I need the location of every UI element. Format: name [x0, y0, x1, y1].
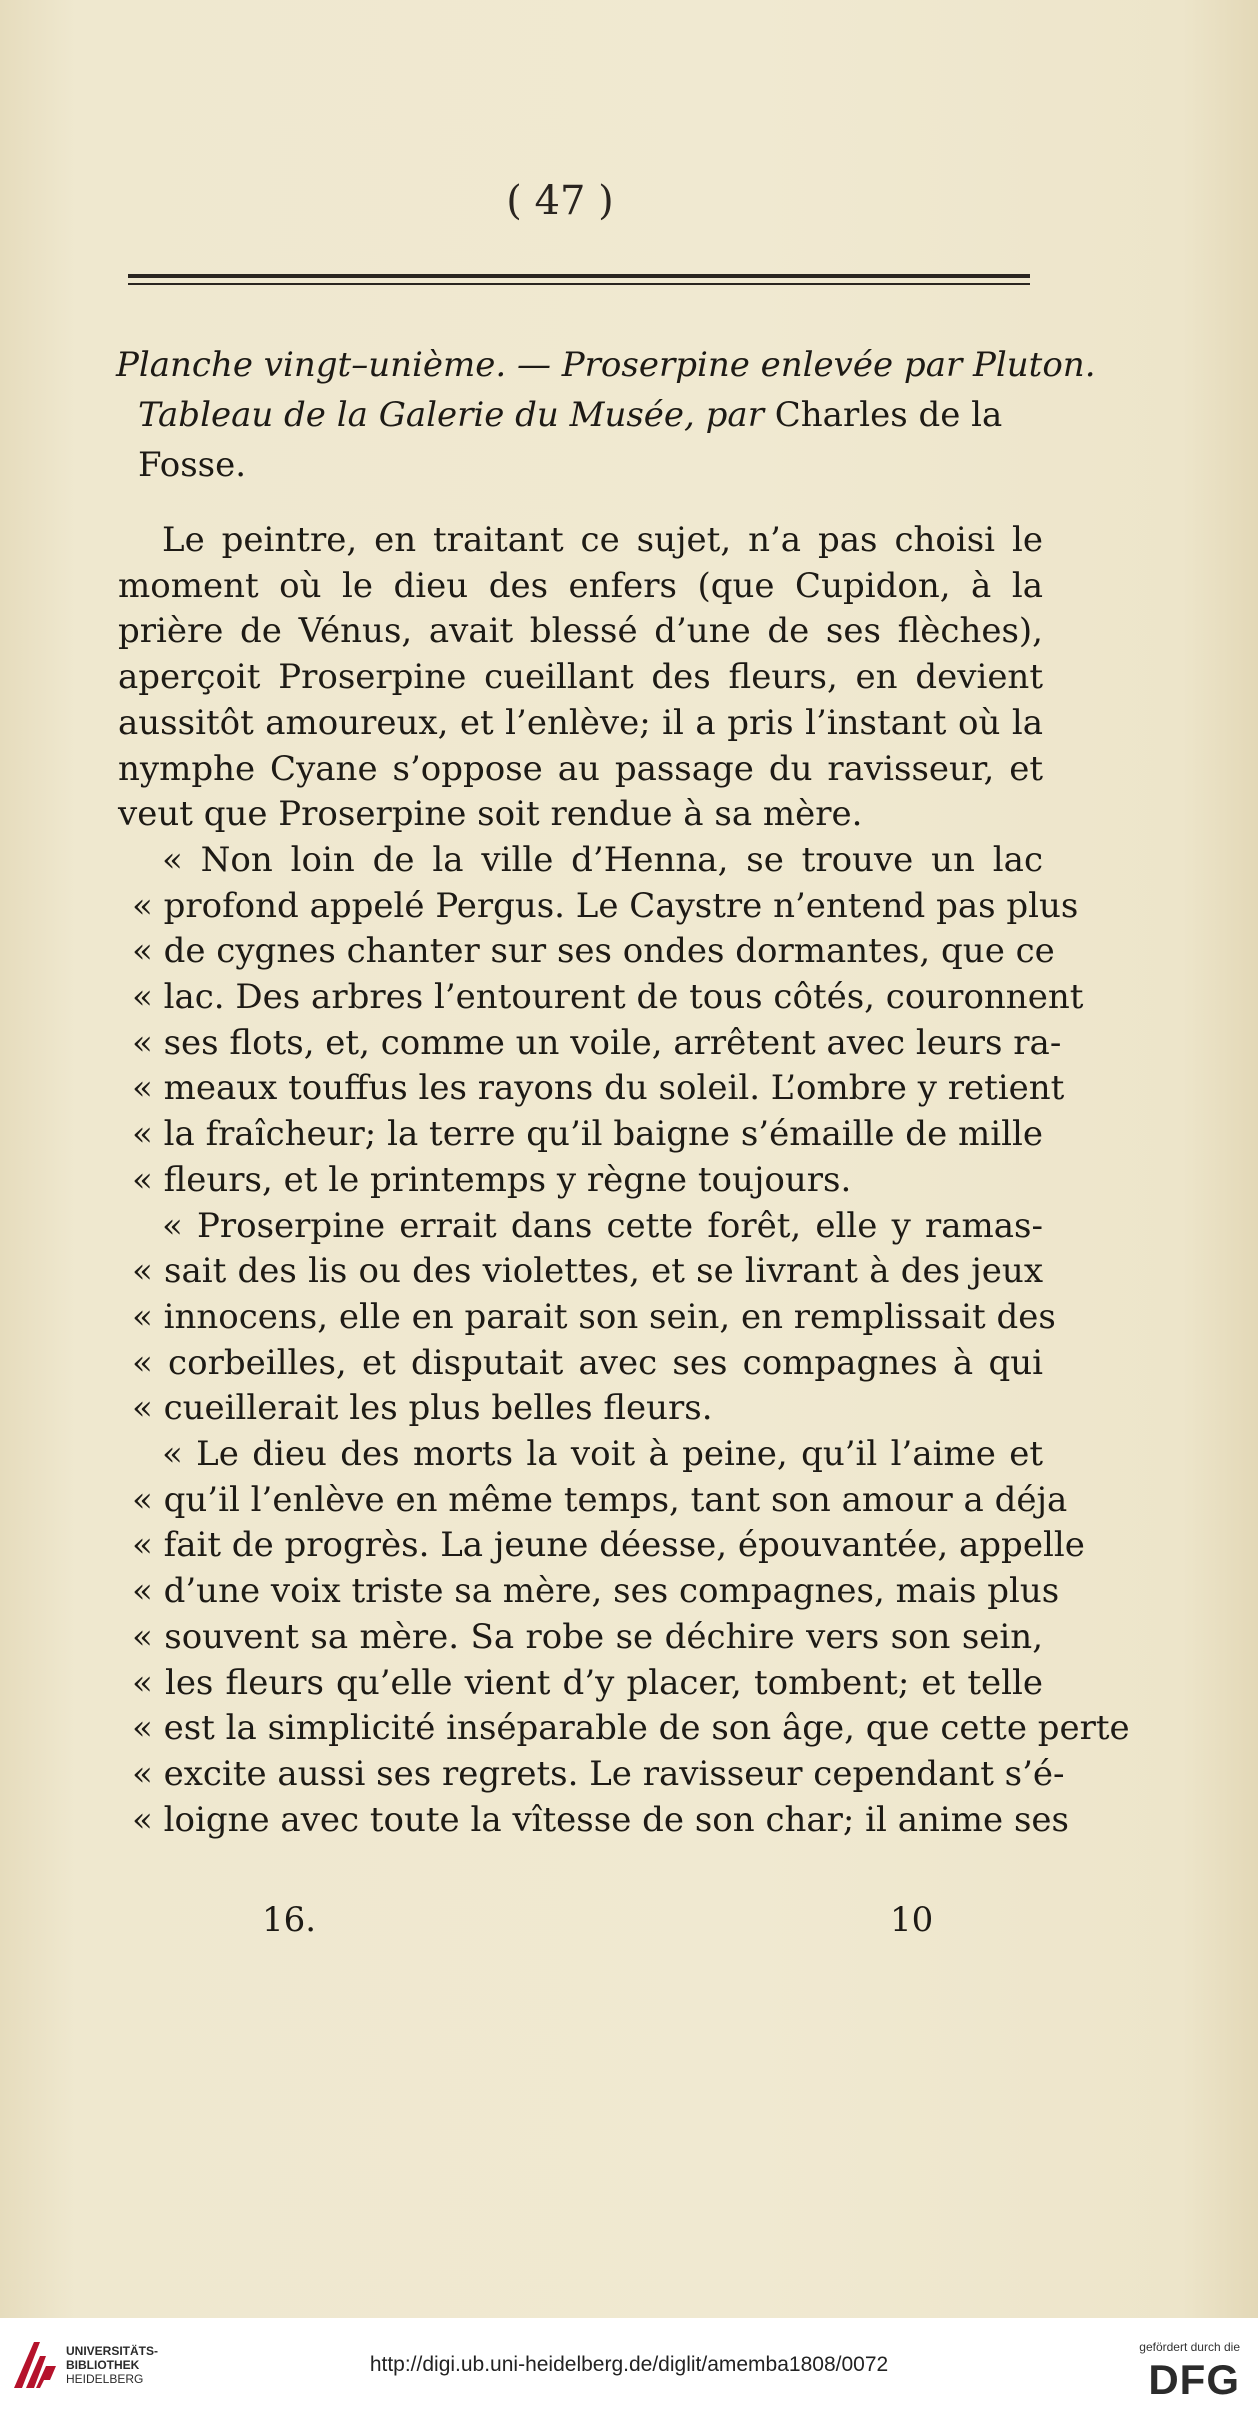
text-line: « la fraîcheur; la terre qu’il baigne s’émaille de mille — [132, 1114, 1043, 1155]
text-line: « Non loin de la ville d’Henna, se trouve un lac — [162, 839, 1043, 880]
text-line: prière de Vénus, avait blessé d’une de ses flèches), — [118, 611, 1043, 652]
text-line: « meaux touffus les rayons du soleil. L’ombre y retient — [132, 1068, 1065, 1109]
caption-line-3: Fosse. — [138, 445, 247, 485]
text-line: « innocens, elle en parait son sein, en remplissait des — [132, 1296, 1056, 1337]
text-line: « corbeilles, et disputait avec ses compagnes à qui — [132, 1342, 1043, 1383]
body-text — [118, 518, 1130, 1843]
text-line: Le peintre, en traitant ce sujet, n’a pas choisi le — [162, 520, 1043, 560]
source-url-link[interactable]: http://digi.ub.uni-heidelberg.de/diglit/amemba1808/0072 — [369, 2353, 889, 2376]
signature-mark: 16. — [262, 1900, 317, 1940]
header-rule-thin — [128, 283, 1030, 285]
dfg-logo[interactable]: DFG — [1148, 2356, 1240, 2403]
text-line: « sait des lis ou des violettes, et se livrant à des jeux — [132, 1251, 1043, 1292]
sheet-number: 10 — [890, 1900, 934, 1940]
library-name: UNIVERSITÄTS- BIBLIOTHEK HEIDELBERG — [66, 2344, 159, 2386]
text-line: « Le dieu des morts la voit à peine, qu’il l’aime et — [162, 1434, 1043, 1475]
funding-text: gefördert durch die — [1139, 2340, 1240, 2354]
viewer-footer — [0, 2318, 1258, 2411]
text-line: « loigne avec toute la vîtesse de son char; il anime ses — [132, 1799, 1069, 1840]
text-line: « les fleurs qu’elle vient d’y placer, tombent; et telle — [132, 1662, 1043, 1703]
text-line: moment où le dieu des enfers (que Cupidon, à la — [118, 565, 1043, 606]
header-rule-thick — [128, 274, 1030, 278]
text-line: nymphe Cyane s’oppose au passage du ravisseur, et — [118, 748, 1043, 789]
text-line: aperçoit Proserpine cueillant des fleurs, en devient — [118, 657, 1043, 698]
caption-line-2: Tableau de la Galerie du Musée, par Charles de la — [138, 395, 1003, 435]
text-line: « lac. Des arbres l’entourent de tous côtés, couronnent — [132, 977, 1084, 1018]
text-line: « profond appelé Pergus. Le Caystre n’entend pas plus — [132, 885, 1079, 926]
text-line: « Proserpine errait dans cette forêt, elle y ramas- — [162, 1205, 1043, 1246]
text-line: « cueillerait les plus belles fleurs. — [132, 1388, 713, 1429]
text-line: « ses flots, et, comme un voile, arrêtent avec leurs ra- — [132, 1022, 1062, 1063]
text-line: « est la simplicité inséparable de son âge, que cette perte — [132, 1708, 1130, 1749]
caption-line-1: Planche vingt–unième. — Proserpine enlevée par Pluton. — [116, 345, 1096, 385]
text-line: « d’une voix triste sa mère, ses compagnes, mais plus — [132, 1571, 1060, 1612]
text-line: « fleurs, et le printemps y règne toujours. — [132, 1159, 852, 1200]
text-line: aussitôt amoureux, et l’enlève; il a pris l’instant où la — [118, 702, 1043, 743]
text-line: « qu’il l’enlève en même temps, tant son amour a déja — [132, 1479, 1068, 1520]
text-line: veut que Proserpine soit rendue à sa mère. — [118, 794, 863, 835]
page-number: ( 47 ) — [506, 178, 614, 224]
text-line: « fait de progrès. La jeune déesse, épouvantée, appelle — [132, 1525, 1085, 1566]
text-line: « excite aussi ses regrets. Le ravisseur cependant s’é- — [132, 1753, 1065, 1794]
plate-caption — [116, 340, 1096, 490]
text-line: « souvent sa mère. Sa robe se déchire vers son sein, — [132, 1616, 1043, 1657]
text-line: « de cygnes chanter sur ses ondes dormantes, que ce — [132, 931, 1055, 972]
signature-line — [0, 1900, 1258, 1950]
